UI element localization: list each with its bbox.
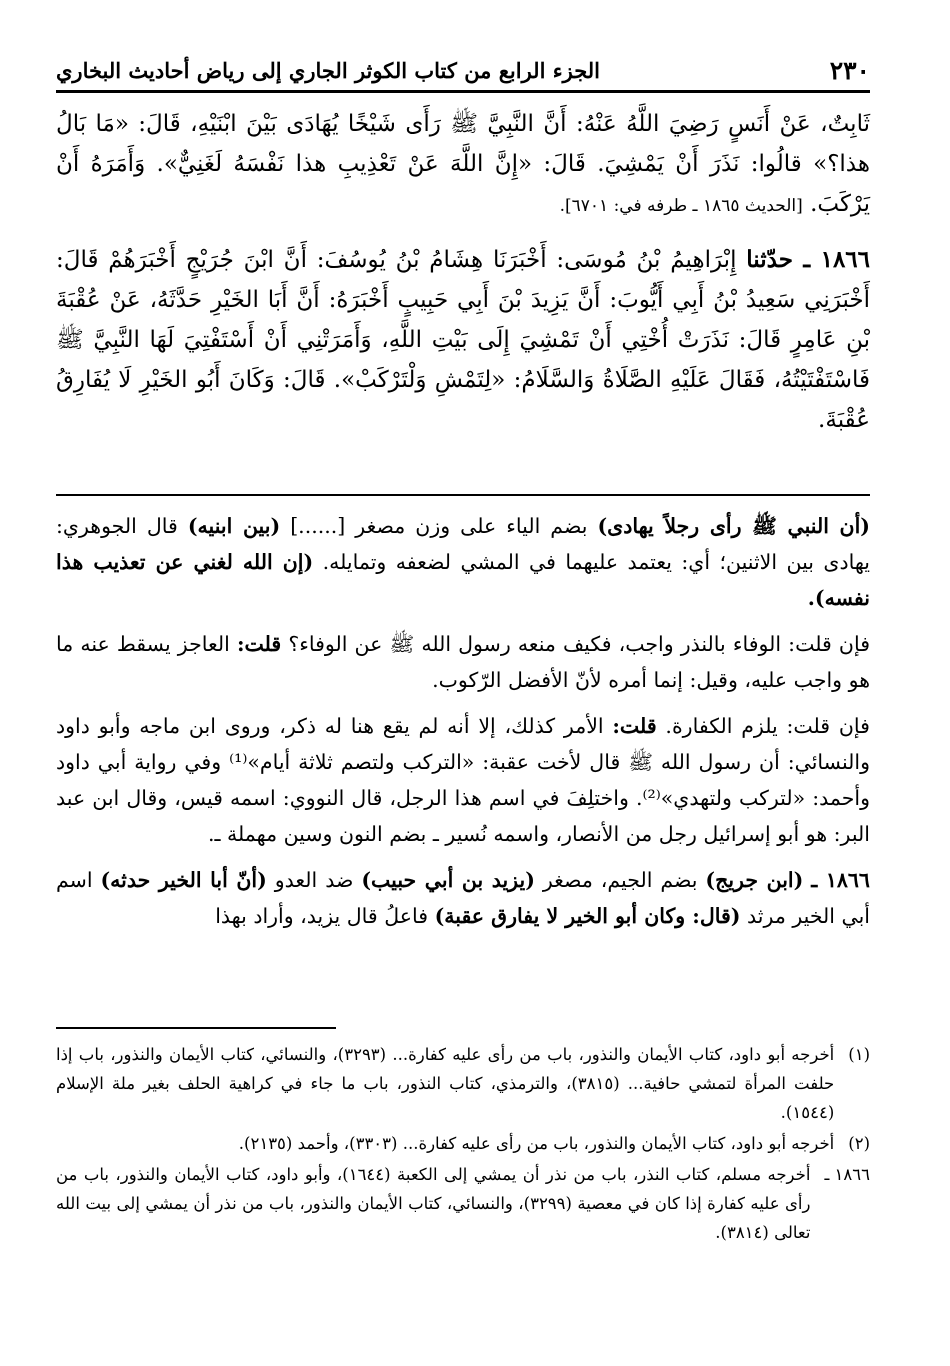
running-header bbox=[56, 50, 870, 93]
answer-marker: قلت: bbox=[236, 632, 282, 656]
book-page bbox=[56, 0, 870, 1366]
hadith-1865-text: ثَابِتٌ، عَنْ أَنَسٍ رَضِيَ اللَّهُ عَنْهُ: أَنَّ النَّبِيَّ ﷺ رَأَى شَيْخًا يُهَادَى بَيْنَ ابْنَيْهِ، قَالَ: «مَا بَالُ هذا؟» قالُوا: نَذَرَ أَنْ يَمْشِيَ. قَالَ: «إِنَّ اللَّهَ عَنْ تَعْذِيبِ هذا نَفْسَهُ لَغَنِيٌّ». وَأَمَرَهُ أَنْ يَرْكَبَ. bbox=[56, 111, 870, 217]
commentary bbox=[56, 508, 870, 944]
quoted-phrase: (ابن جريج) bbox=[705, 868, 804, 892]
commentary-text: فإن قلت: يلزم الكفارة. bbox=[665, 714, 870, 738]
footnote-1 bbox=[56, 1040, 870, 1127]
quoted-phrase: (أنّ أبا الخير حدثه) bbox=[100, 868, 267, 892]
commentary-text: قال الجوهري: يهادى بين الاثنين؛ أي: يعتمد عليهما في المشي لضعفه وتمايله. bbox=[56, 514, 870, 574]
hadith-1866 bbox=[56, 240, 870, 440]
commentary-text: فاعلُ قال يزيد، وأراد بهذا bbox=[215, 904, 429, 928]
quoted-phrase: (بين ابنيه) bbox=[187, 514, 281, 538]
footnotes bbox=[56, 1040, 870, 1249]
commentary-paragraph-2 bbox=[56, 626, 870, 698]
footnote-separator bbox=[56, 1027, 336, 1029]
hadith-1866-text: إِبْرَاهِيمُ بْنُ مُوسَى: أَخْبَرَنَا هِشَامُ بْنُ يُوسُفَ: أَنَّ ابْنَ جُرَيْجٍ أَخْبَرَهُمْ قَالَ: أَخْبَرَنِي سَعِيدُ بْنُ أَبِي أَيُّوبَ: أَنَّ يَزِيدَ بْنَ أَبِي حَبِيبٍ أَخْبَرَهُ: أَنَّ أَبَا الخَيْرِ حَدَّثَهُ، عَنْ عُقْبَةَ بْنِ عَامِرٍ قَالَ: نَذَرَتْ أُخْتِي أَنْ تَمْشِيَ إِلَى بَيْتِ اللَّهِ، وَأَمَرَتْنِي أَنْ أَسْتَفْتِيَ لَهَا النَّبِيَّ ﷺ فَاسْتَفْتَيْتُهُ، فَقَالَ عَلَيْهِ الصَّلَاةُ وَالسَّلَامُ: «لِتَمْشِ وَلْتَرْكَبْ». قَالَ: وَكَانَ أَبُو الخَيْرِ لَا يُفَارِقُ عُقْبَةَ. bbox=[56, 247, 870, 433]
commentary-text: فإن قلت: الوفاء بالنذر واجب، فكيف منعه رسول الله ﷺ عن الوفاء؟ bbox=[288, 632, 870, 656]
hadith-1866-number: ١٨٦٦ ـ حدّثنا bbox=[746, 246, 871, 273]
quoted-phrase: (إن الله لغني عن تعذيب هذا نفسه). bbox=[56, 550, 870, 610]
hadith-text bbox=[56, 104, 870, 440]
footnote-label: ١٨٦٦ ـ bbox=[824, 1165, 870, 1184]
footnote-2 bbox=[56, 1129, 870, 1158]
hadith-number: ١٨٦٦ ـ bbox=[811, 868, 870, 892]
commentary-text: بضم الياء على وزن مصغر [......] bbox=[290, 514, 588, 538]
commentary-text: العاجز يسقط عنه ما هو واجب عليه، وقيل: إنما أمره لأنّ الأفضل الرّكوب. bbox=[56, 632, 870, 692]
hadith-1865-reference: [الحديث ١٨٦٥ ـ طرفه في: ٦٧٠١]. bbox=[559, 196, 803, 216]
commentary-paragraph-1 bbox=[56, 508, 870, 616]
footnote-1866 bbox=[56, 1160, 870, 1247]
footnote-text: أخرجه مسلم، كتاب النذر، باب من نذر أن يمشي إلى الكعبة (١٦٤٤)، وأبو داود، كتاب الأيمان والنذور، باب من رأى عليه كفارة إذا كان في معصية (٣٢٩٩)، والنسائي، كتاب الأيمان والنذور، باب من نذر أن يمشي إلى بيت الله تعالى (٣٨١٤). bbox=[56, 1165, 811, 1242]
answer-marker: قلت: bbox=[612, 714, 657, 738]
hadith-1865 bbox=[56, 104, 870, 226]
commentary-text: ضد العدو bbox=[274, 868, 354, 892]
quoted-phrase: (يزيد بن أبي حبيب) bbox=[361, 868, 535, 892]
footnote-label: (٢) bbox=[848, 1134, 870, 1153]
commentary-paragraph-3 bbox=[56, 708, 870, 852]
commentary-paragraph-4 bbox=[56, 862, 870, 934]
footnote-label: (١) bbox=[848, 1045, 870, 1064]
quoted-phrase: (أن النبي ﷺ رأى رجلاً يهادى) bbox=[597, 514, 871, 538]
book-title: الجزء الرابع من كتاب الكوثر الجاري إلى رياض أحاديث البخاري bbox=[56, 57, 600, 83]
page-number: ٢٣٠ bbox=[829, 55, 870, 85]
quoted-phrase: (قال: وكان أبو الخير لا يفارق عقبة) bbox=[434, 904, 741, 928]
commentary-text: الأمر كذلك، إلا أنه لم يقع هنا له ذكر، وروى ابن ماجه وأبو داود والنسائي: أن رسول الله ﷺ قال لأخت عقبة: «التركب ولتصم ثلاثة أيام»⁽¹⁾ وفي رواية أبي داود وأحمد: «لتركب ولتهدي»⁽²⁾. واختلِفَ في اسم هذا الرجل، قال النووي: اسمه قيس، وقال ابن عبد البر: هو أبو إسرائيل رجل من الأنصار، واسمه نُسير ـ بضم النون وسين مهملة ـ. bbox=[56, 714, 870, 846]
commentary-text: اسم أبي الخير مرثد bbox=[56, 868, 870, 928]
section-divider bbox=[56, 494, 870, 496]
commentary-text: بضم الجيم، مصغر bbox=[542, 868, 698, 892]
footnote-text: أخرجه أبو داود، كتاب الأيمان والنذور، باب من رأى عليه كفارة... (٣٣٠٣)، وأحمد (٢١٣٥). bbox=[238, 1134, 835, 1153]
footnote-text: أخرجه أبو داود، كتاب الأيمان والنذور، باب من رأى عليه كفارة... (٣٢٩٣)، والنسائي، كتاب الأيمان والنذور، باب إذا حلفت المرأة لتمشي حافية... (٣٨١٥)، والترمذي، كتاب النذور، باب ما جاء في كراهية الحلف بغير ملة الإسلام (١٥٤٤). bbox=[56, 1045, 835, 1122]
